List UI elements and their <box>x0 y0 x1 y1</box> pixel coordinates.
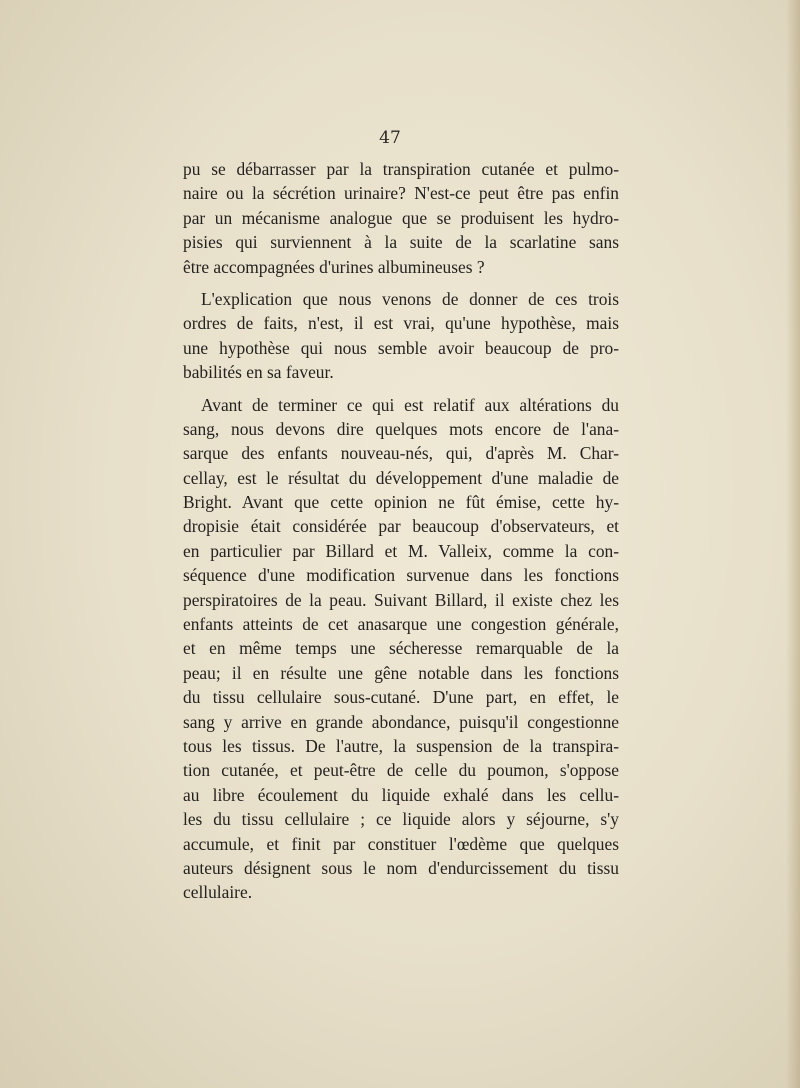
text-line: babilités en sa faveur. <box>183 362 334 383</box>
text-line: ordres de faits, n'est, il est vrai, qu'une hypothèse, mais <box>183 313 619 334</box>
page-number: 47 <box>379 128 401 148</box>
text-line: sang y arrive en grande abondance, puisqu'il congestionne <box>183 711 619 732</box>
text-line: tion cutanée, et peut-être de celle du poumon, s'oppose <box>183 760 619 781</box>
text-line: tous les tissus. De l'autre, la suspension de la transpira- <box>183 735 619 756</box>
text-line: Bright. Avant que cette opinion ne fût émise, cette hy- <box>183 492 619 513</box>
text-line: auteurs désignent sous le nom d'endurcissement du tissu <box>183 857 619 878</box>
paragraph-3 <box>183 393 619 905</box>
text-line: une hypothèse qui nous semble avoir beaucoup de pro- <box>183 337 619 358</box>
text-line: du tissu cellulaire sous-cutané. D'une part, en effet, le <box>183 687 619 708</box>
text-line: séquence d'une modification survenue dans les fonctions <box>183 565 619 586</box>
text-line: accumule, et finit par constituer l'œdème que quelques <box>183 833 619 854</box>
text-line: cellay, est le résultat du développement d'une maladie de <box>183 467 619 488</box>
body-text <box>183 157 619 913</box>
text-line: cellulaire. <box>183 882 253 903</box>
text-line: les du tissu cellulaire ; ce liquide alors y séjourne, s'y <box>183 809 619 830</box>
page-edge-shadow <box>786 0 800 1088</box>
text-line: au libre écoulement du liquide exhalé dans les cellu- <box>183 784 619 805</box>
text-line: peau; il en résulte une gêne notable dans les fonctions <box>183 662 619 683</box>
text-line: être accompagnées d'urines albumineuses ? <box>183 256 485 277</box>
text-line: perspiratoires de la peau. Suivant Billard, il existe chez les <box>183 589 619 610</box>
text-line: en particulier par Billard et M. Valleix, comme la con- <box>183 540 619 561</box>
text-line: pisies qui surviennent à la suite de la scarlatine sans <box>183 232 619 253</box>
text-line: sang, nous devons dire quelques mots encore de l'ana- <box>183 418 619 439</box>
text-line: L'explication que nous venons de donner de ces trois <box>201 288 619 309</box>
text-line: Avant de terminer ce qui est relatif aux altérations du <box>201 394 619 415</box>
text-line: sarque des enfants nouveau-nés, qui, d'après M. Char- <box>183 443 619 464</box>
text-line: dropisie était considérée par beaucoup d'observateurs, et <box>183 516 619 537</box>
text-line: enfants atteints de cet anasarque une congestion générale, <box>183 614 619 635</box>
paragraph-1 <box>183 157 619 279</box>
text-line: naire ou la sécrétion urinaire? N'est-ce peut être pas enfin <box>183 183 619 204</box>
text-line: par un mécanisme analogue que se produisent les hydro- <box>183 207 619 228</box>
text-line: pu se débarrasser par la transpiration cutanée et pulmo- <box>183 159 619 179</box>
paragraph-2 <box>183 287 619 385</box>
text-line: et en même temps une sécheresse remarquable de la <box>183 638 619 659</box>
